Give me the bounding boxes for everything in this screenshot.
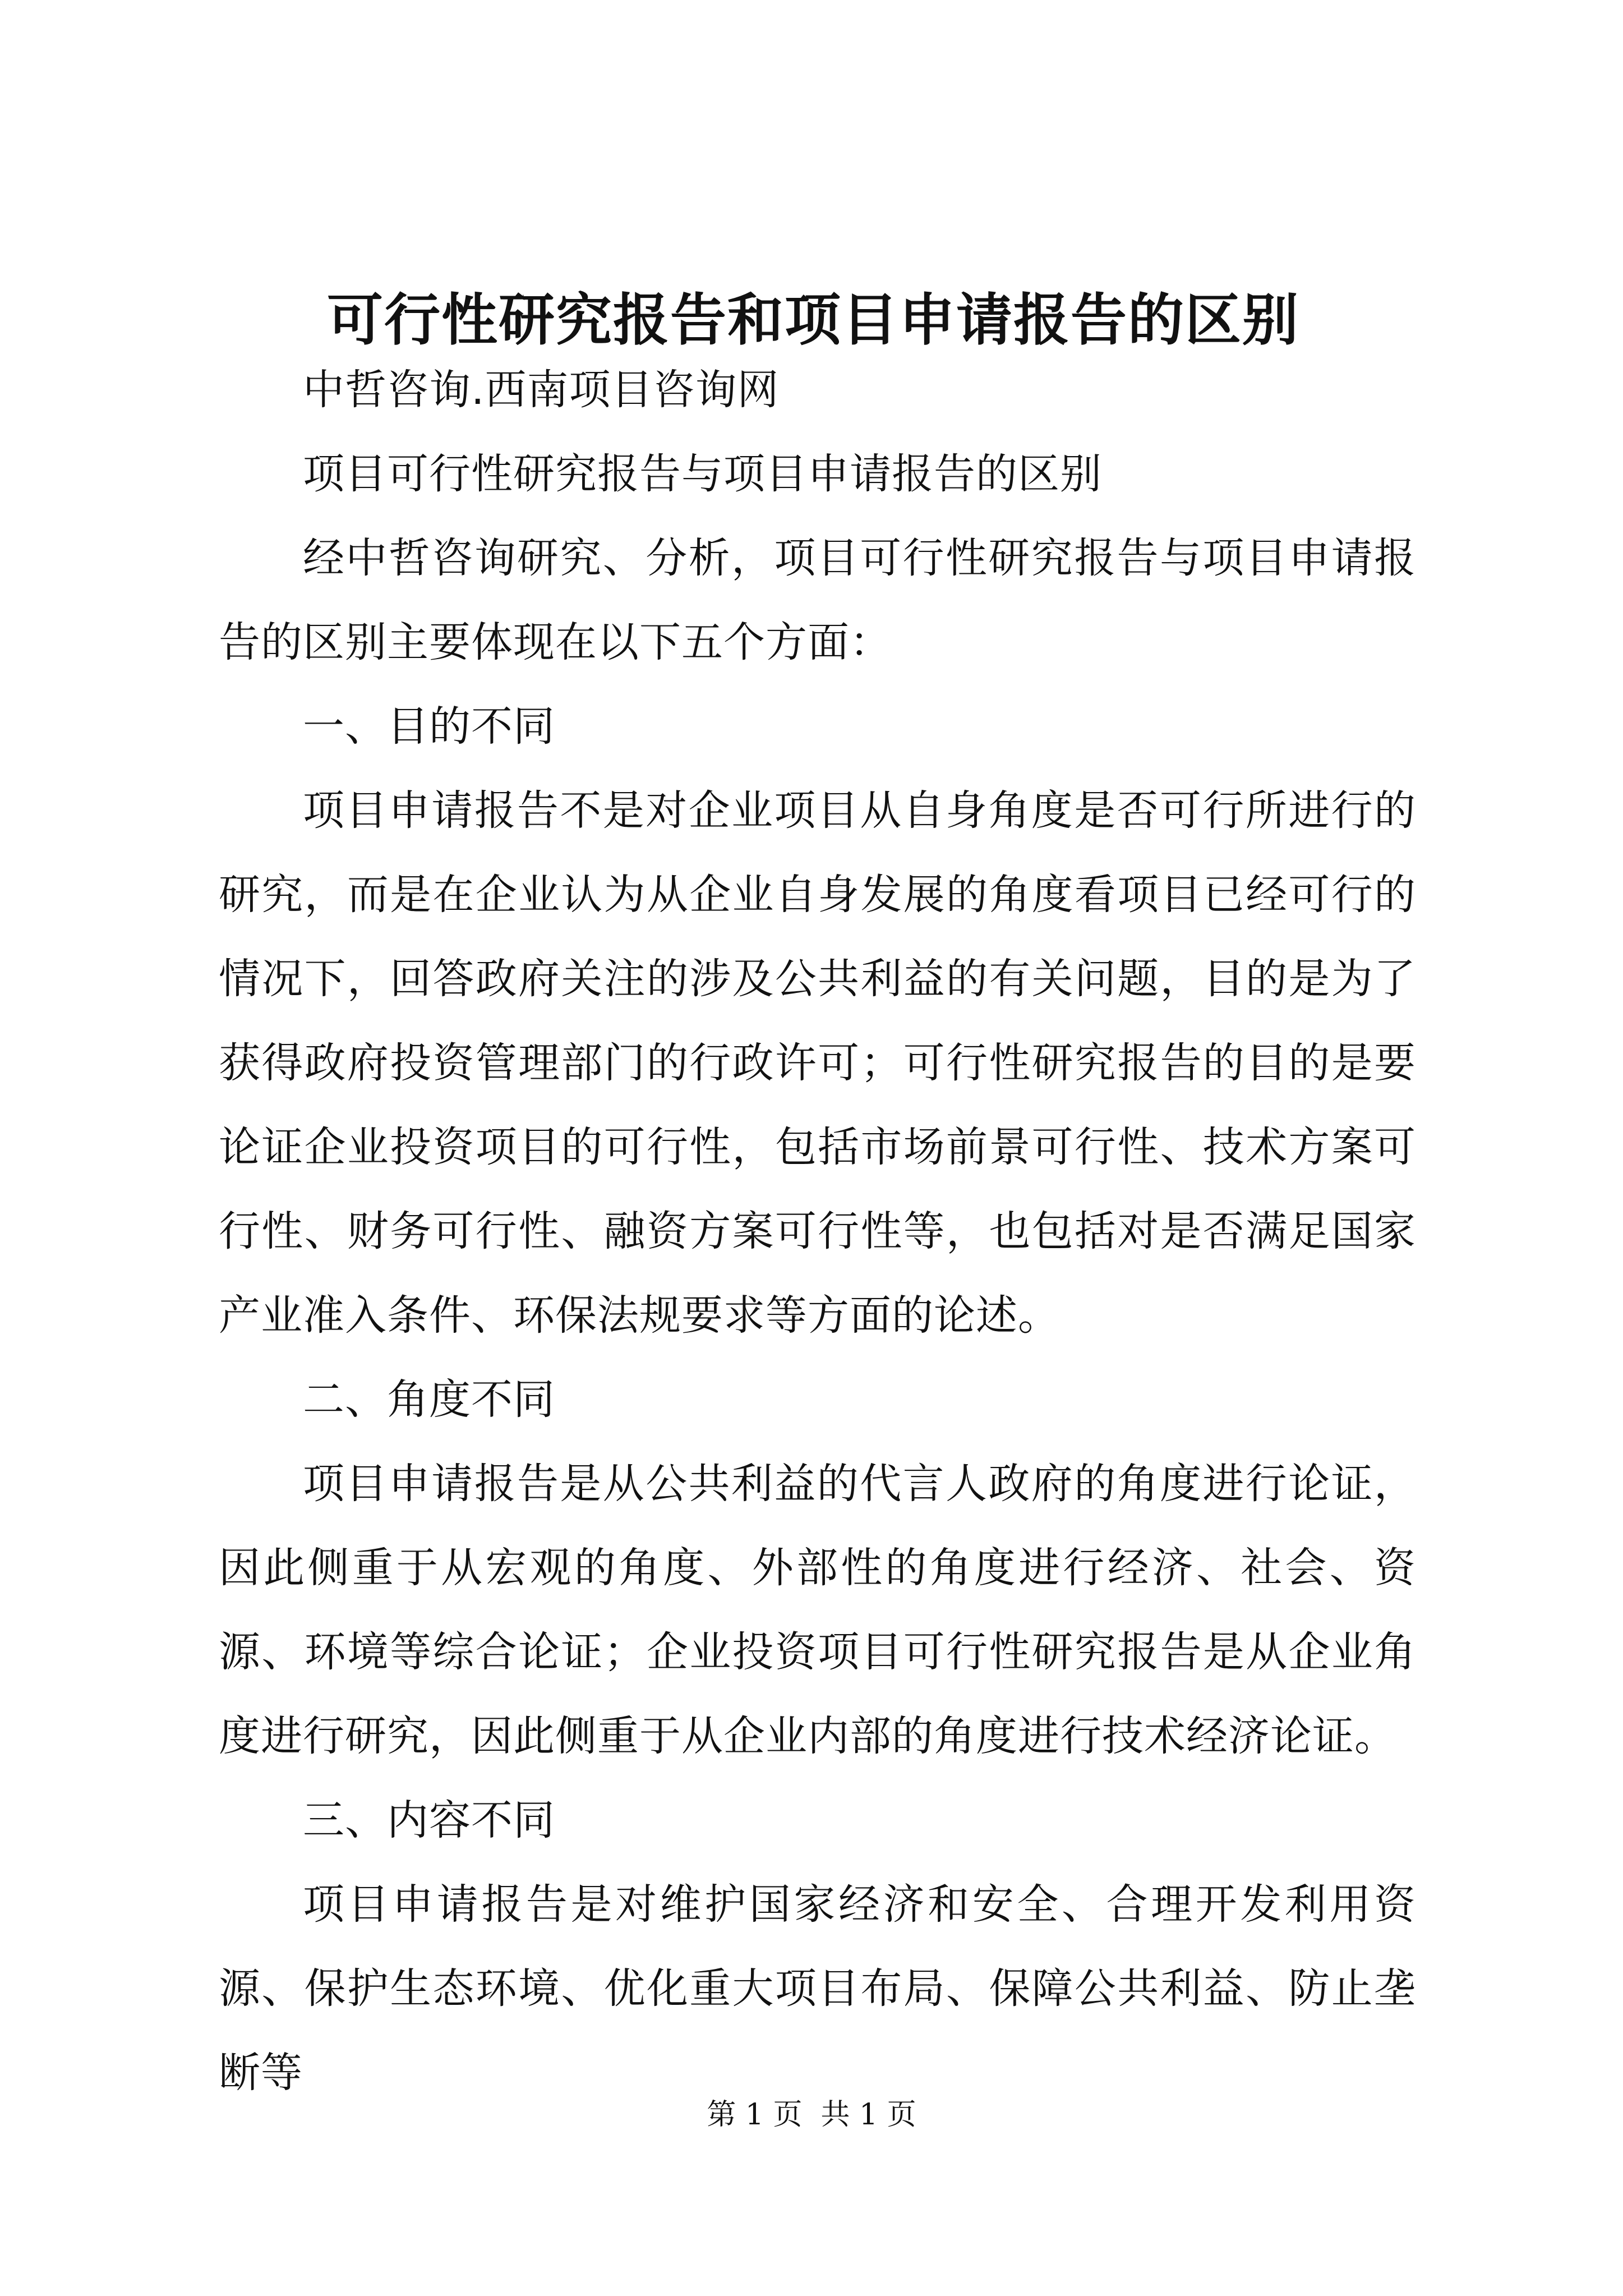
source-line: 中哲咨询.西南项目咨询网 xyxy=(303,366,780,414)
document-body xyxy=(219,348,1416,2115)
page-footer: 第 1 页 共 1 页 xyxy=(707,2098,916,2132)
subtitle-line: 项目可行性研究报告与项目申请报告的区别 xyxy=(303,450,1102,498)
section-paragraph-2: 项目申请报告是从公共利益的代言人政府的角度进行论证，因此侧重于从宏观的角度、外部性的角度进行经济、社会、资源、环境等综合论证；企业投资项目可行性研究报告是从企业角度进行研究，因此侧重于从企业内部的角度进行技术经济论证。 xyxy=(219,1460,1416,1760)
section-heading-1: 一、目的不同 xyxy=(303,702,555,751)
section-heading-2: 二、角度不同 xyxy=(303,1375,555,1424)
intro-paragraph: 经中哲咨询研究、分析，项目可行性研究报告与项目申请报告的区别主要体现在以下五个方面： xyxy=(219,534,1416,666)
section-heading-3: 三、内容不同 xyxy=(303,1796,555,1844)
section-paragraph-1: 项目申请报告不是对企业项目从自身角度是否可行所进行的研究，而是在企业认为从企业自身发展的角度看项目已经可行的情况下，回答政府关注的涉及公共利益的有关问题，目的是为了获得政府投资管理部门的行政许可；可行性研究报告的目的是要论证企业投资项目的可行性，包括市场前景可行性、技术方案可行性、财务可行性、融资方案可行性等，也包括对是否满足国家产业准入条件、环保法规要求等方面的论述。 xyxy=(219,786,1416,1340)
document-title: 可行性研究报告和项目申请报告的区别 xyxy=(327,287,1299,353)
section-paragraph-3: 项目申请报告是对维护国家经济和安全、合理开发利用资源、保护生态环境、优化重大项目布局、保障公共利益、防止垄断等 xyxy=(219,1880,1416,2097)
